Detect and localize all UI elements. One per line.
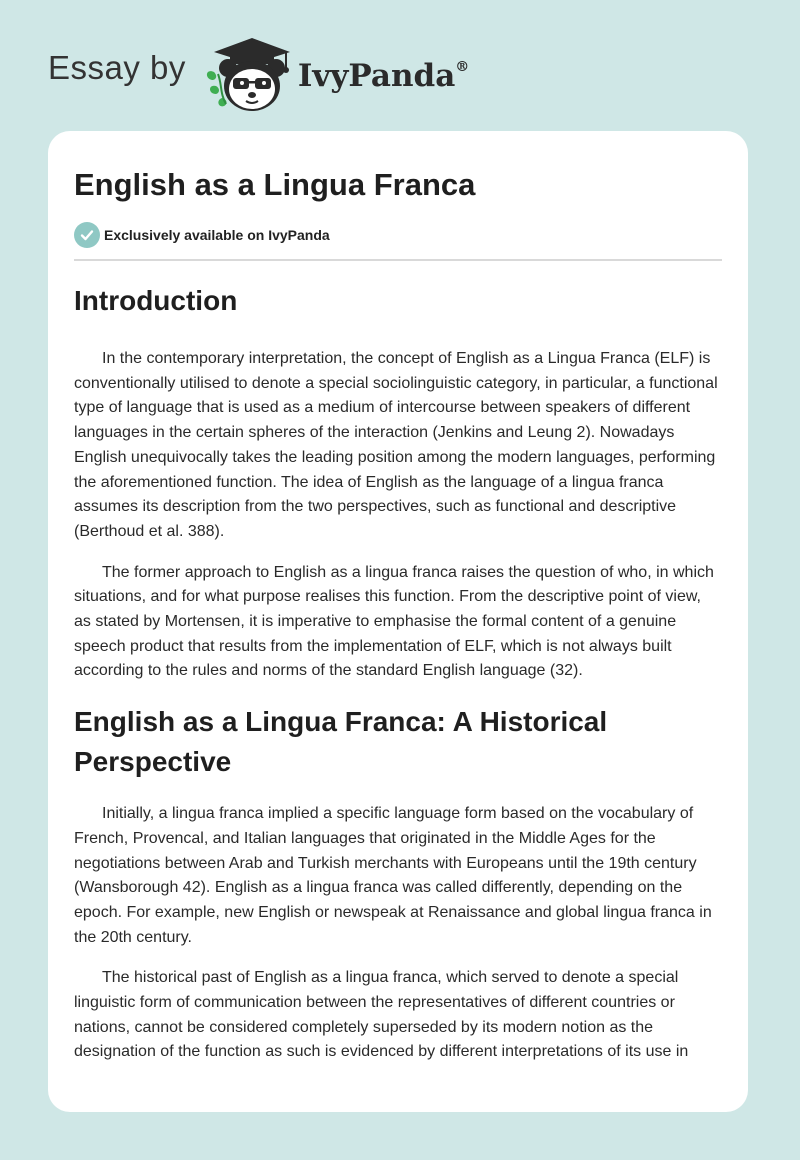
section-heading-introduction: Introduction — [74, 285, 238, 316]
badge-text: Exclusively available on IvyPanda — [104, 227, 330, 243]
brand-prefix: Essay by — [48, 49, 186, 86]
exclusive-badge — [74, 222, 722, 248]
section-heading-historical-perspective: English as a Lingua Franca: A Historical Perspective — [74, 706, 608, 778]
brand-header — [48, 34, 469, 114]
paragraph: The former approach to English as a lingua franca raises the question of who, in which situations, and for what purpose realises this function. From the descriptive point of view, as stated by Mortensen, it is imperative to emphasise the formal content of a genuine speech product that results from the implementation of ELF, which is not always built according to the rules and norms of the standard English language (32). — [74, 563, 714, 680]
check-icon — [74, 222, 100, 248]
paragraph: In the contemporary interpretation, the concept of English as a Lingua Franca (ELF) is conventionally utilised to denote a special sociolinguistic category, in particular, a functional type of language that is used as a medium of intercourse between speakers of different languages in the certain spheres of the interaction (Jenkins and Leung 2). Nowadays English unequivocally takes the leading position among the modern languages, performing the aforementioned function. The idea of English as the language of a lingua franca assumes its description from the two perspectives, such as functional and descriptive (Berthoud et al. 388). — [74, 350, 718, 540]
paragraph: Initially, a lingua franca implied a specific language form based on the vocabulary of French, Provencal, and Italian languages that originated in the Middle Ages for the negotiations between Arab and Turkish merchants with Europeans until the 19th century (Wansborough 42). English as a lingua franca was called differently, depending on the epoch. For example, new English or newspeak at Renaissance and global lingua franca in the 20th century. — [74, 805, 712, 946]
article-card — [48, 131, 748, 1112]
divider — [74, 259, 722, 261]
paragraph: The historical past of English as a lingua franca, which served to denote a special linguistic form of communication between the representatives of different countries or nations, cannot be considered completely superseded by its modern notion as the designation of the function as such is evidenced by different interpretations of its use in — [74, 969, 689, 1061]
page-title: English as a Lingua Franca — [74, 167, 476, 202]
panda-logo-icon — [200, 34, 296, 114]
brand-name: IvyPanda® — [297, 58, 470, 94]
